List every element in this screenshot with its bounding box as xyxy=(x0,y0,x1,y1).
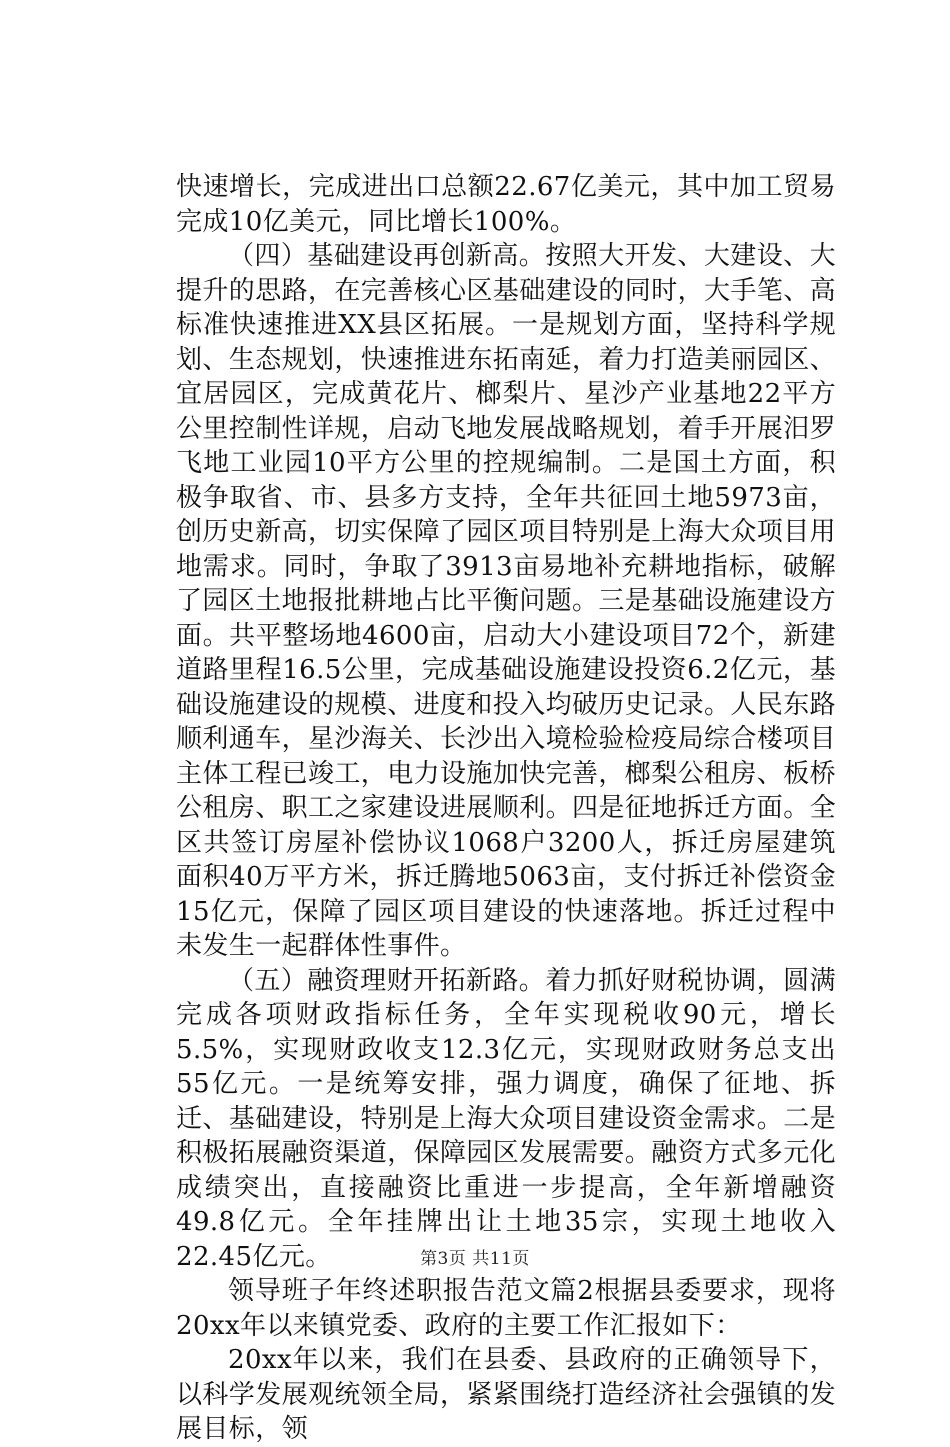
paragraph-financing: （五）融资理财开拓新路。着力抓好财税协调，圆满完成各项财政指标任务，全年实现税收90元，增长5.5%，实现财政收支12.3亿元，实现财政财务总支出55亿元。一是统筹安排，强力调度，确保了征地、拆迁、基础建设，特别是上海大众项目建设资金需求。二是积极拓展融资渠道，保障园区发展需要。融资方式多元化成绩突出，直接融资比重进一步提高，全年新增融资49.8亿元。全年挂牌出让土地35宗，实现土地收入22.45亿元。 xyxy=(176,965,837,1272)
paragraph-report-intro: 领导班子年终述职报告范文篇2根据县委要求，现将20xx年以来镇党委、政府的主要工作汇报如下： xyxy=(176,1276,836,1341)
paragraph-summary-start: 20xx年以来，我们在县委、县政府的正确领导下，以科学发展观统领全局，紧紧围绕打造经济社会强镇的发展目标，领 xyxy=(176,1345,837,1444)
paragraph-infrastructure: （四）基础建设再创新高。按照大开发、大建设、大提升的思路，在完善核心区基础建设的同时，大手笔、高标准快速推进XX县区拓展。一是规划方面，坚持科学规划、生态规划，快速推进东拓南延，着力打造美丽园区、宜居园区，完成黄花片、榔梨片、星沙产业基地22平方公里控制性详规，启动飞地发展战略规划，着手开展汨罗飞地工业园10平方公里的控规编制。二是国土方面，积极争取省、市、县多方支持，全年共征回土地5973亩，创历史新高，切实保障了园区项目特别是上海大众项目用地需求。同时，争取了3913亩易地补充耕地指标，破解了园区土地报批耕地占比平衡问题。三是基础设施建设方面。共平整场地4600亩，启动大小建设项目72个，新建道路里程16.5公里，完成基础设施建设投资6.2亿元，基础设施建设的规模、进度和投入均破历史记录。人民东路顺利通车，星沙海关、长沙出入境检验检疫局综合楼项目主体工程已竣工，电力设施加快完善，榔梨公租房、板桥公租房、职工之家建设进展顺利。四是征地拆迁方面。全区共签订房屋补偿协议1068户3200人，拆迁房屋建筑面积40万平方米，拆迁腾地5063亩，支付拆迁补偿资金15亿元，保障了园区项目建设的快速落地。拆迁过程中未发生一起群体性事件。 xyxy=(176,241,837,961)
page-footer: 第3页 共11页 xyxy=(420,1249,530,1269)
paragraph-continuation: 快速增长，完成进出口总额22.67亿美元，其中加工贸易完成10亿美元，同比增长100%。 xyxy=(176,172,836,237)
